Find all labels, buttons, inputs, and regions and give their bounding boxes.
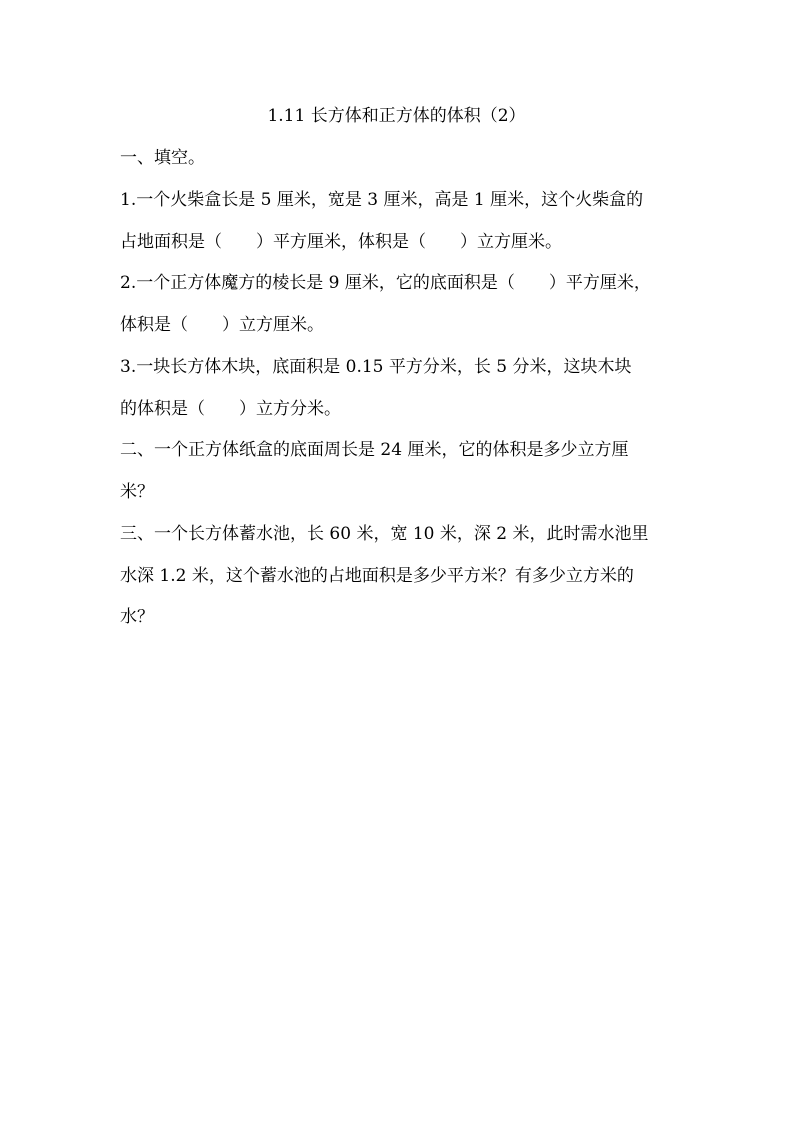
question-3-line-2: 的体积是（ ）立方分米。 <box>120 399 341 419</box>
document-title: 1.11 长方体和正方体的体积（2） <box>267 106 526 126</box>
section-3-line-3: 水？ <box>120 607 154 627</box>
section-2-line-2: 米？ <box>120 482 154 502</box>
question-1-line-1: 1.一个火柴盒长是 5 厘米，宽是 3 厘米，高是 1 厘米，这个火柴盒的 <box>120 190 644 210</box>
section-3-line-2: 水深 1.2 米，这个蓄水池的占地面积是多少平方米？有多少立方米的 <box>120 566 634 586</box>
question-2-line-1: 2.一个正方体魔方的棱长是 9 厘米，它的底面积是（ ）平方厘米， <box>120 273 651 293</box>
section-2-line-1: 二、一个正方体纸盒的底面周长是 24 厘米，它的体积是多少立方厘 <box>120 440 629 460</box>
section-3-line-1: 三、一个长方体蓄水池，长 60 米，宽 10 米，深 2 米，此时需水池里 <box>120 524 649 544</box>
question-3-line-1: 3.一块长方体木块，底面积是 0.15 平方分米，长 5 分米，这块木块 <box>120 357 632 377</box>
section-heading-fill-blank: 一、填空。 <box>120 148 205 168</box>
question-1-line-2: 占地面积是（ ）平方厘米，体积是（ ）立方厘米。 <box>120 232 562 252</box>
question-2-line-2: 体积是（ ）立方厘米。 <box>120 315 324 335</box>
